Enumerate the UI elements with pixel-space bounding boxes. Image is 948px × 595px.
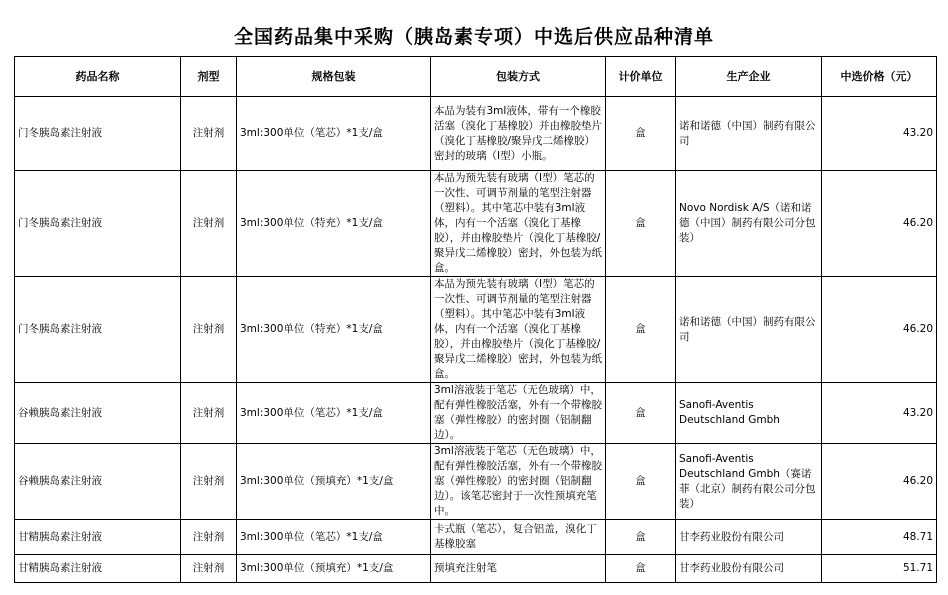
- dosage-form-cell: 注射剂: [181, 97, 237, 171]
- dosage-form-cell: 注射剂: [181, 171, 237, 277]
- drug-name-cell: 谷赖胰岛素注射液: [15, 444, 181, 520]
- manufacturer-cell: Novo Nordisk A/S（诺和诺德（中国）制药有限公司分包装）: [676, 171, 822, 277]
- price-cell: 51.71: [822, 555, 937, 583]
- header-packaging: 包装方式: [431, 57, 606, 97]
- table-row: [15, 444, 937, 520]
- spec-cell: 3ml:300单位（笔芯）*1支/盒: [237, 383, 431, 444]
- manufacturer-cell: 诺和诺德（中国）制药有限公司: [676, 97, 822, 171]
- manufacturer-cell: 诺和诺德（中国）制药有限公司: [676, 277, 822, 383]
- header-manufacturer: 生产企业: [676, 57, 822, 97]
- packaging-cell: 3ml溶液装于笔芯（无色玻璃）中，配有弹性橡胶活塞，外有一个带橡胶塞（弹性橡胶）的密封圈（铝制翻边）。该笔芯密封于一次性预填充笔中。: [431, 444, 606, 520]
- dosage-form-cell: 注射剂: [181, 555, 237, 583]
- dosage-form-cell: 注射剂: [181, 383, 237, 444]
- spec-cell: 3ml:300单位（预填充）*1支/盒: [237, 555, 431, 583]
- table-row: [15, 97, 937, 171]
- table-row: [15, 555, 937, 583]
- price-cell: 46.20: [822, 444, 937, 520]
- unit-cell: 盒: [606, 520, 676, 555]
- spec-cell: 3ml:300单位（笔芯）*1支/盒: [237, 520, 431, 555]
- table-row: [15, 171, 937, 277]
- unit-cell: 盒: [606, 277, 676, 383]
- packaging-cell: 3ml溶液装于笔芯（无色玻璃）中，配有弹性橡胶活塞，外有一个带橡胶塞（弹性橡胶）的密封圈（铝制翻边）。: [431, 383, 606, 444]
- page-title: 全国药品集中采购（胰岛素专项）中选后供应品种清单: [233, 26, 714, 48]
- dosage-form-cell: 注射剂: [181, 277, 237, 383]
- header-unit: 计价单位: [606, 57, 676, 97]
- header-dosage-form: 剂型: [181, 57, 237, 97]
- supply-list-table: [14, 56, 937, 583]
- drug-name-cell: 甘精胰岛素注射液: [15, 555, 181, 583]
- price-cell: 46.20: [822, 171, 937, 277]
- price-cell: 43.20: [822, 383, 937, 444]
- unit-cell: 盒: [606, 97, 676, 171]
- manufacturer-cell: Sanofi-Aventis Deutschland Gmbh（赛诺菲（北京）制药有限公司分包装）: [676, 444, 822, 520]
- manufacturer-cell: 甘李药业股份有限公司: [676, 520, 822, 555]
- unit-cell: 盒: [606, 444, 676, 520]
- spec-cell: 3ml:300单位（特充）*1支/盒: [237, 171, 431, 277]
- spec-cell: 3ml:300单位（特充）*1支/盒: [237, 277, 431, 383]
- manufacturer-cell: Sanofi-Aventis Deutschland Gmbh: [676, 383, 822, 444]
- header-drug-name: 药品名称: [15, 57, 181, 97]
- spec-cell: 3ml:300单位（笔芯）*1支/盒: [237, 97, 431, 171]
- packaging-cell: 预填充注射笔: [431, 555, 606, 583]
- drug-name-cell: 门冬胰岛素注射液: [15, 97, 181, 171]
- spec-cell: 3ml:300单位（预填充）*1支/盒: [237, 444, 431, 520]
- unit-cell: 盒: [606, 555, 676, 583]
- manufacturer-cell: 甘李药业股份有限公司: [676, 555, 822, 583]
- dosage-form-cell: 注射剂: [181, 444, 237, 520]
- dosage-form-cell: 注射剂: [181, 520, 237, 555]
- drug-name-cell: 门冬胰岛素注射液: [15, 171, 181, 277]
- drug-name-cell: 门冬胰岛素注射液: [15, 277, 181, 383]
- table-row: [15, 520, 937, 555]
- unit-cell: 盒: [606, 171, 676, 277]
- unit-cell: 盒: [606, 383, 676, 444]
- header-price: 中选价格（元）: [822, 57, 937, 97]
- packaging-cell: 本品为预先装有玻璃（Ⅰ型）笔芯的一次性、可调节剂量的笔型注射器（塑料）。其中笔芯中装有3ml液体，内有一个活塞（溴化丁基橡胶），并由橡胶垫片（溴化丁基橡胶/聚异戊二烯橡胶）密封，外包装为纸盒。: [431, 277, 606, 383]
- price-cell: 43.20: [822, 97, 937, 171]
- packaging-cell: 卡式瓶（笔芯），复合铝盖，溴化丁基橡胶塞: [431, 520, 606, 555]
- header-spec: 规格包装: [237, 57, 431, 97]
- price-cell: 46.20: [822, 277, 937, 383]
- price-cell: 48.71: [822, 520, 937, 555]
- packaging-cell: 本品为装有3ml液体，带有一个橡胶活塞（溴化丁基橡胶）并由橡胶垫片（溴化丁基橡胶/聚异戊二烯橡胶）密封的玻璃（Ⅰ型）小瓶。: [431, 97, 606, 171]
- drug-name-cell: 谷赖胰岛素注射液: [15, 383, 181, 444]
- drug-name-cell: 甘精胰岛素注射液: [15, 520, 181, 555]
- packaging-cell: 本品为预先装有玻璃（Ⅰ型）笔芯的一次性、可调节剂量的笔型注射器（塑料）。其中笔芯中装有3ml液体，内有一个活塞（溴化丁基橡胶），并由橡胶垫片（溴化丁基橡胶/聚异戊二烯橡胶）密封，外包装为纸盒。: [431, 171, 606, 277]
- header-row: [15, 57, 937, 97]
- table-row: [15, 277, 937, 383]
- table-row: [15, 383, 937, 444]
